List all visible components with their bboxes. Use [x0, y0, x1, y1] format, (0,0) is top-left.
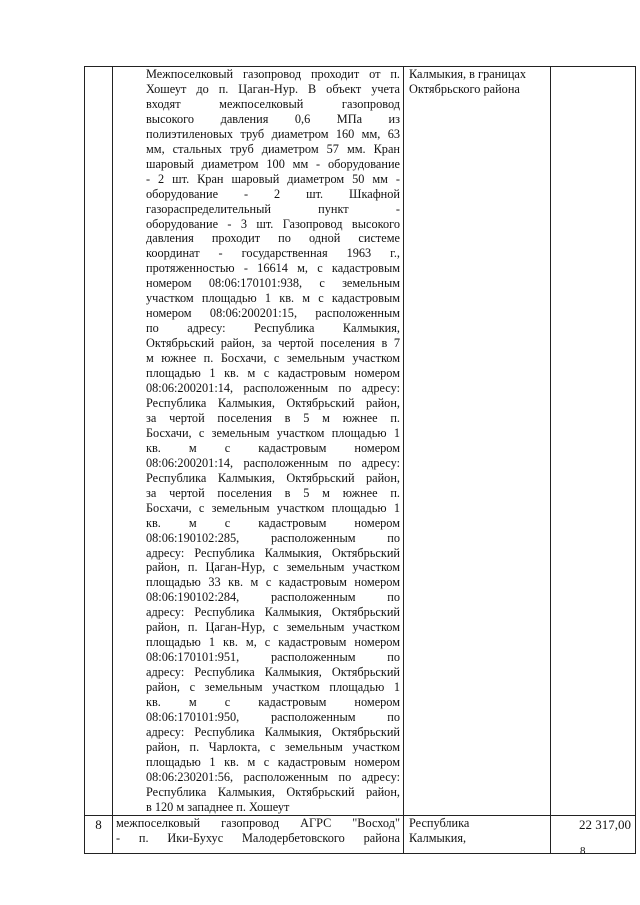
text-line: Калмыкия,: [409, 830, 467, 845]
text-line: высокого давления 0,6 МПа из: [146, 111, 400, 126]
text-line: - п. Ики-Бухус Малодербетовского района: [116, 830, 400, 845]
text-line: 08:06:200201:14, расположенным по адресу:: [146, 455, 400, 470]
text-line: Босхачи, с земельным участком площадью 1: [146, 425, 400, 440]
description-cell: [113, 67, 404, 816]
text-line: Босхачи, с земельным участком площадью 1: [146, 500, 400, 515]
text-line: участком площадью 1 кв. м с кадастровым: [146, 291, 400, 306]
text-line: Калмыкия, в границах: [409, 67, 527, 81]
text-line: входят межпоселковый газопровод: [146, 96, 400, 111]
description-cell: [113, 815, 404, 853]
page-number: 8: [580, 845, 586, 857]
location-cell: [404, 815, 551, 853]
location-cell: [404, 67, 551, 816]
row-number-cell: 8: [85, 815, 113, 853]
text-line: Республика Калмыкия, Октябрьский район,: [146, 470, 400, 485]
text-line: межпоселковый газопровод АГРС "Восход": [116, 815, 400, 830]
text-line: площадью 33 кв. м с кадастровым номером: [146, 575, 400, 590]
text-line: номером 08:06:200201:15, расположенным: [146, 306, 400, 321]
text-line: адресу: Республика Калмыкия, Октябрьский: [146, 605, 400, 620]
text-line: площадью 1 кв. м с кадастровым номером: [146, 366, 400, 381]
text-line: 08:06:170101:950, расположенным по: [146, 709, 400, 724]
value-cell: 22 317,00: [551, 815, 636, 853]
text-line: по адресу: Республика Калмыкия,: [146, 321, 400, 336]
text-line: газораспределительный пункт -: [146, 201, 400, 216]
text-line: Октябрьского района: [409, 82, 520, 96]
text-line: район, п. Чарлокта, с земельным участком: [146, 739, 400, 754]
row-number-cell: [85, 67, 113, 816]
property-table: [84, 66, 636, 854]
table-row: [85, 67, 636, 816]
text-line: - 2 шт. Кран шаровый диаметром 50 мм -: [146, 171, 400, 186]
text-line: 08:06:200201:14, расположенным по адресу:: [146, 381, 400, 396]
text-line: Хошеут до п. Цаган-Нур. В объект учета: [146, 81, 400, 96]
text-line: район, п. Цаган-Нур, с земельным участком: [146, 560, 400, 575]
table-row: [85, 815, 636, 853]
text-line: в 120 м западнее п. Хошеут: [146, 799, 290, 814]
text-line: кв. м с кадастровым номером: [146, 515, 400, 530]
text-line: Республика Калмыкия, Октябрьский район,: [146, 395, 400, 410]
text-line: 08:06:190102:284, расположенным по: [146, 590, 400, 605]
text-line: давления проходит по одной системе: [146, 231, 400, 246]
text-line: площадью 1 кв. м, с кадастровым номером: [146, 635, 400, 650]
text-line: Межпоселковый газопровод проходит от п.: [146, 67, 400, 81]
text-line: шаровый диаметром 100 мм - оборудование: [146, 156, 400, 171]
text-line: Республика: [409, 815, 470, 830]
text-line: Октябрьский район, за чертой поселения в 7: [146, 336, 400, 351]
text-line: площадью 1 кв. м с кадастровым номером: [146, 754, 400, 769]
text-line: за чертой поселения в 5 м южнее п.: [146, 410, 400, 425]
text-line: оборудование - 3 шт. Газопровод высокого: [146, 216, 400, 231]
text-line: оборудование - 2 шт. Шкафной: [146, 186, 400, 201]
text-line: протяженностью - 16614 м, с кадастровым: [146, 261, 400, 276]
text-line: полиэтиленовых труб диаметром 160 мм, 63: [146, 126, 400, 141]
text-line: район, п. Цаган-Нур, с земельным участком: [146, 620, 400, 635]
text-line: 08:06:190102:285, расположенным по: [146, 530, 400, 545]
text-line: кв. м с кадастровым номером: [146, 695, 400, 710]
text-line: кв. м с кадастровым номером: [146, 440, 400, 455]
text-line: район, с земельным участком площадью 1: [146, 680, 400, 695]
text-line: мм, стальных труб диаметром 57 мм. Кран: [146, 141, 400, 156]
text-line: Республика Калмыкия, Октябрьский район,: [146, 784, 400, 799]
text-line: 08:06:230201:56, расположенным по адресу:: [146, 769, 400, 784]
text-line: за чертой поселения в 5 м южнее п.: [146, 485, 400, 500]
value-cell: [551, 67, 636, 816]
text-line: 08:06:170101:951, расположенным по: [146, 650, 400, 665]
text-line: адресу: Республика Калмыкия, Октябрьский: [146, 545, 400, 560]
text-line: номером 08:06:170101:938, с земельным: [146, 276, 400, 291]
text-line: адресу: Республика Калмыкия, Октябрьский: [146, 724, 400, 739]
text-line: м южнее п. Босхачи, с земельным участком: [146, 351, 400, 366]
text-line: адресу: Республика Калмыкия, Октябрьский: [146, 665, 400, 680]
text-line: координат - государственная 1963 г.,: [146, 246, 400, 261]
